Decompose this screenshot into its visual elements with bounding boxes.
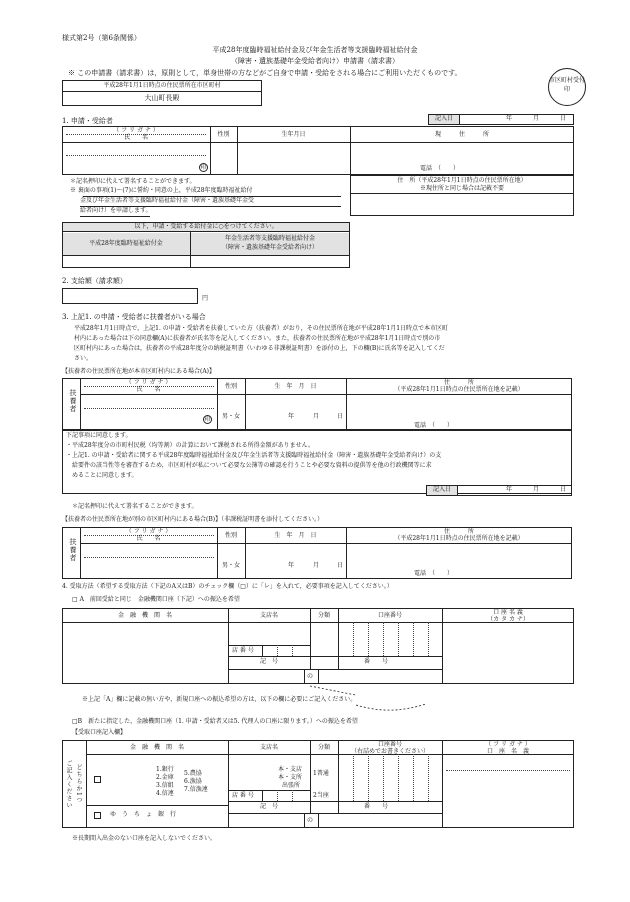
form-title: 平成28年度臨時福祉給付金及び年金生活者等支援臨時福祉給付金 xyxy=(212,46,418,54)
bank-b-name-field[interactable] xyxy=(106,756,156,802)
yucho-option-checkbox[interactable] xyxy=(94,812,101,819)
long-term-note: ※長期間入出金のない口座を記入しないでください。 xyxy=(72,835,217,842)
applicant-name-label: 氏 名 xyxy=(123,134,148,141)
pledge-line2: 金及び年金生活者等支援臨時福祉給付金（障害・遺族基礎年金受 xyxy=(80,197,255,204)
category-ordinary[interactable]: 1普通 xyxy=(313,770,329,777)
applicant-birthdate-label: 生年月日 xyxy=(281,131,306,138)
residence-label: 平成28年1月1日時点の住民票所在市区町村 xyxy=(103,82,221,89)
entry-date-label: 記入日 xyxy=(434,115,453,122)
section3-title: 3. 上記1. の申請・受給者に扶養者がいる場合 xyxy=(62,313,206,321)
yen-unit: 円 xyxy=(202,295,209,302)
applicant-furigana-label: （ フ リ ガ ナ ） xyxy=(113,127,159,134)
supporter-b-gender-options[interactable]: 男・女 xyxy=(221,562,240,569)
supporter-a-label: 扶養者 xyxy=(69,389,77,413)
sign-note: ＊記名押印に代えて署名することができます。 xyxy=(70,178,196,185)
section1-title: 1. 申請・受給者 xyxy=(62,117,113,125)
receive-account-header: 【受取口座記入欄】 xyxy=(72,729,127,736)
supporter-a-gender-options[interactable]: 男・女 xyxy=(221,413,240,420)
option-a-note: ※上記「A」欄に記載の無い方や，新規口座への振込希望の方は，以下の欄に必要にご記入ください。 xyxy=(82,696,357,703)
usage-notice: ※ この申請書（請求書）は，原則として，単身世帯の方などがご自身で申請・受給をされる場合にご利用いただくものです。 xyxy=(68,69,462,77)
supporter-b-label: 扶養者 xyxy=(69,538,77,562)
bank-b-branch-field[interactable] xyxy=(230,756,276,788)
supporter-a-phone[interactable]: 電話 （ ） xyxy=(414,422,454,429)
case-b-header: 【扶養者の住民票所在地が別の市区町村内にある場合(B)】（非課税証明書を添付してください。） xyxy=(62,516,324,523)
pledge-line3: 給者向け）を申請します。 xyxy=(80,207,152,214)
benefit-option-2b: （障害・遺族基礎年金受給者向け） xyxy=(221,244,318,251)
applicant-gender-label: 性別 xyxy=(217,131,230,138)
residence-address-note: ※現住所と同じ場合は記載不要 xyxy=(419,185,504,192)
reception-stamp: 市区町村受付印 xyxy=(548,68,586,106)
section4-title: 4. 受取方法（希望する受取方法（下記のA又はB）のチェック欄（□）に「レ」を入れて，必要事項を記入してください。） xyxy=(62,583,393,590)
residence-value[interactable]: 大山町長殿 xyxy=(144,94,180,102)
supporter-b-phone[interactable]: 電話 （ ） xyxy=(414,570,454,577)
bank-b-kigo-field[interactable] xyxy=(230,815,302,827)
case-a-header: 【扶養者の住民票所在地が本市区町村内にある場合(A)】 xyxy=(62,368,216,375)
yucho-bank-label: ゆ う ち ょ 銀 行 xyxy=(110,811,177,818)
section2-title: 2. 支給額（請求額） xyxy=(62,277,127,285)
option-b-checkbox[interactable]: □B 新たに指定した，金融機関口座（1. 申請・受給者又は5. 代理人の口座に限ります。）への振込を希望 xyxy=(72,718,358,725)
form-subtitle: （障害・遺族基礎年金受給者向け）申請書（請求書） xyxy=(231,57,399,65)
applicant-phone-label[interactable]: 電話 （ ） xyxy=(420,165,460,172)
applicant-address-label: 現 住 所 xyxy=(434,131,489,138)
side-label-choose: どちらか1つ xyxy=(75,764,82,804)
benefit-instruction: 以下，申請・受給する給付金に○をつけてください。 xyxy=(134,223,278,230)
applicant-seal-mark: 印 xyxy=(200,164,207,171)
residence-address-label: 住 所（平成28年1月1日時点の住民票所在地） xyxy=(397,177,527,184)
form-id: 様式第2号（第6条関係） xyxy=(62,34,141,42)
side-label-fill: ご記入ください xyxy=(65,760,72,809)
application-form: 様式第2号（第6条関係） 平成28年度臨時福祉給付金及び年金生活者等支援臨時福祉給付金 （障害・遺族基礎年金受給者向け）申請書（請求書） ※ この申請書（請求書）は，原則として，単身世帯の方などがご自身で申請・受給をされる場合にご利用いただくものです。 市区町村受付印 平成28年1月1日時点の住民票所在市区町村 大山町長殿 1. 申請・受給者 記入日 年 月 日 （ フ リ ガ ナ ） 氏 名 性別 生年月日 現 住 所 印 電話 （ ） ＊記名押印に代えて署名することができます。 ※ 裏面の事項(1)～(7)に誓約・同意の上，平成28年度臨時福祉給付 金及び年金生活者等支援臨時福祉給付金（障害・遺族基礎年金受 給者向け）を申請します。 住 所（平成28年1月1日時点の住民票所在地） ※現住所と同じ場合は記載不要 以下，申請・受給する給付金に○をつけてください。 平成28年度臨時福祉給付金 年金生活者等支援臨時福祉給付金 （障害・遺族基礎年金受給者向け） 2. 支給額（請求額） 円 3. 上記1. の申請・受給者に扶養者がいる場合 平成28年1月1日時点で，上記1. の申請・受給者を扶養していた方（扶養者）がおり，その住民票所在地が平成28年1月1日時点で本市区町 村内にあった場合は下の同意欄(A)に扶養者が氏名等を記入してください。また，扶養者の住民票所在地が平成28年1月1日時点で別の市 区町村内にあった場合は，扶養者の平成28年度分の納税証明書（いわゆる非課税証明書）を添付の上，下の欄(B)に氏名等を記入してくだ さい。 【扶養者の住民票所在地が本市区町村内にある場合(A)】 扶養者 （ フ リ ガ ナ ） 氏 名 性別 生 年 月 日 住 所 （平成28年1月1日時点の住民票所在地を記載） 印 男・女 年 月 日 電話 （ ） 下記事項に同意します。 ・平成28年度分の市町村民税（均等割）の計算において課税される所得金額がありません。 ・上記1. の申請・受給者に関する平成28年度臨時福祉給付金及び年金生活者等支援臨時福祉給付金（障害・遺族基礎年金受給者向け）の支 給要件の該当性等を審査するため，市区町村が私について必要な公簿等の確認を行うことや必要な資料の提供等を他の行政機関等に求 めることに同意します。 記入日 年 月 日 ＊記名押印に代えて署名することができます。 【扶養者の住民票所在地が別の市区町村内にある場合(B)】（非課税証明書を添付してください。） 扶養者 （ フ リ ガ ナ ） 氏 名 性別 生 年 月 日 住 所 （平成28年1月1日時点の住民票所在地を記載） 男・女 年 月 日 電話 （ ） 4. 受取方法（希望する受取方法（下記のA又はB）のチェック欄（□）に「レ」を入れて，必要事項を記入してください。） □ A 前回受給と同じ 金融機関口座（下記）への振込を希望 金 融 機 関 名 支店名 分類 口座番号 口 座 名 義 （カ タ カ ナ） 店 番 号 記 号 番 号 の ※上記「A」欄に記載の無い方や，新規口座への振込希望の方は，以下の欄に必要にご記入ください。 □B 新たに指定した，金融機関口座（1. 申請・受給者又は5. 代理人の口座に限ります。）への振込を希望 【受取口座記入欄】 ご記入ください どちらか1つ 金 融 機 関 名 支店名 分類 口座番号 （右詰めでお書きください） （ フ リ ガ ナ ） 口 座 名 義 1.銀行 2.金庫 3.信組 4.信連 5.農協 6.漁協 7.信漁連 本・支店 本・支所 出張所 店 番 号 1普通 2当座 記 号 番 号 の ゆ う ち ょ 銀 行 ※長期間入出金のない口座を記入しないでください。 xyxy=(0,0,630,902)
benefit-option-2a: 年金生活者等支援臨時福祉給付金 xyxy=(224,235,315,242)
bank-b-bango-field[interactable] xyxy=(320,815,440,827)
option-a-checkbox[interactable]: □ A 前回受給と同じ 金融機関口座（下記）への振込を希望 xyxy=(72,596,240,603)
bank-b-holder-field[interactable] xyxy=(444,756,572,826)
bank-b-option-checkbox[interactable] xyxy=(94,776,101,783)
category-checking[interactable]: 2当座 xyxy=(313,792,329,799)
benefit-option-1: 平成28年度臨時福祉給付金 xyxy=(89,240,163,247)
pledge-line1: ※ 裏面の事項(1)～(7)に誓約・同意の上，平成28年度臨時福祉給付 xyxy=(70,187,253,194)
